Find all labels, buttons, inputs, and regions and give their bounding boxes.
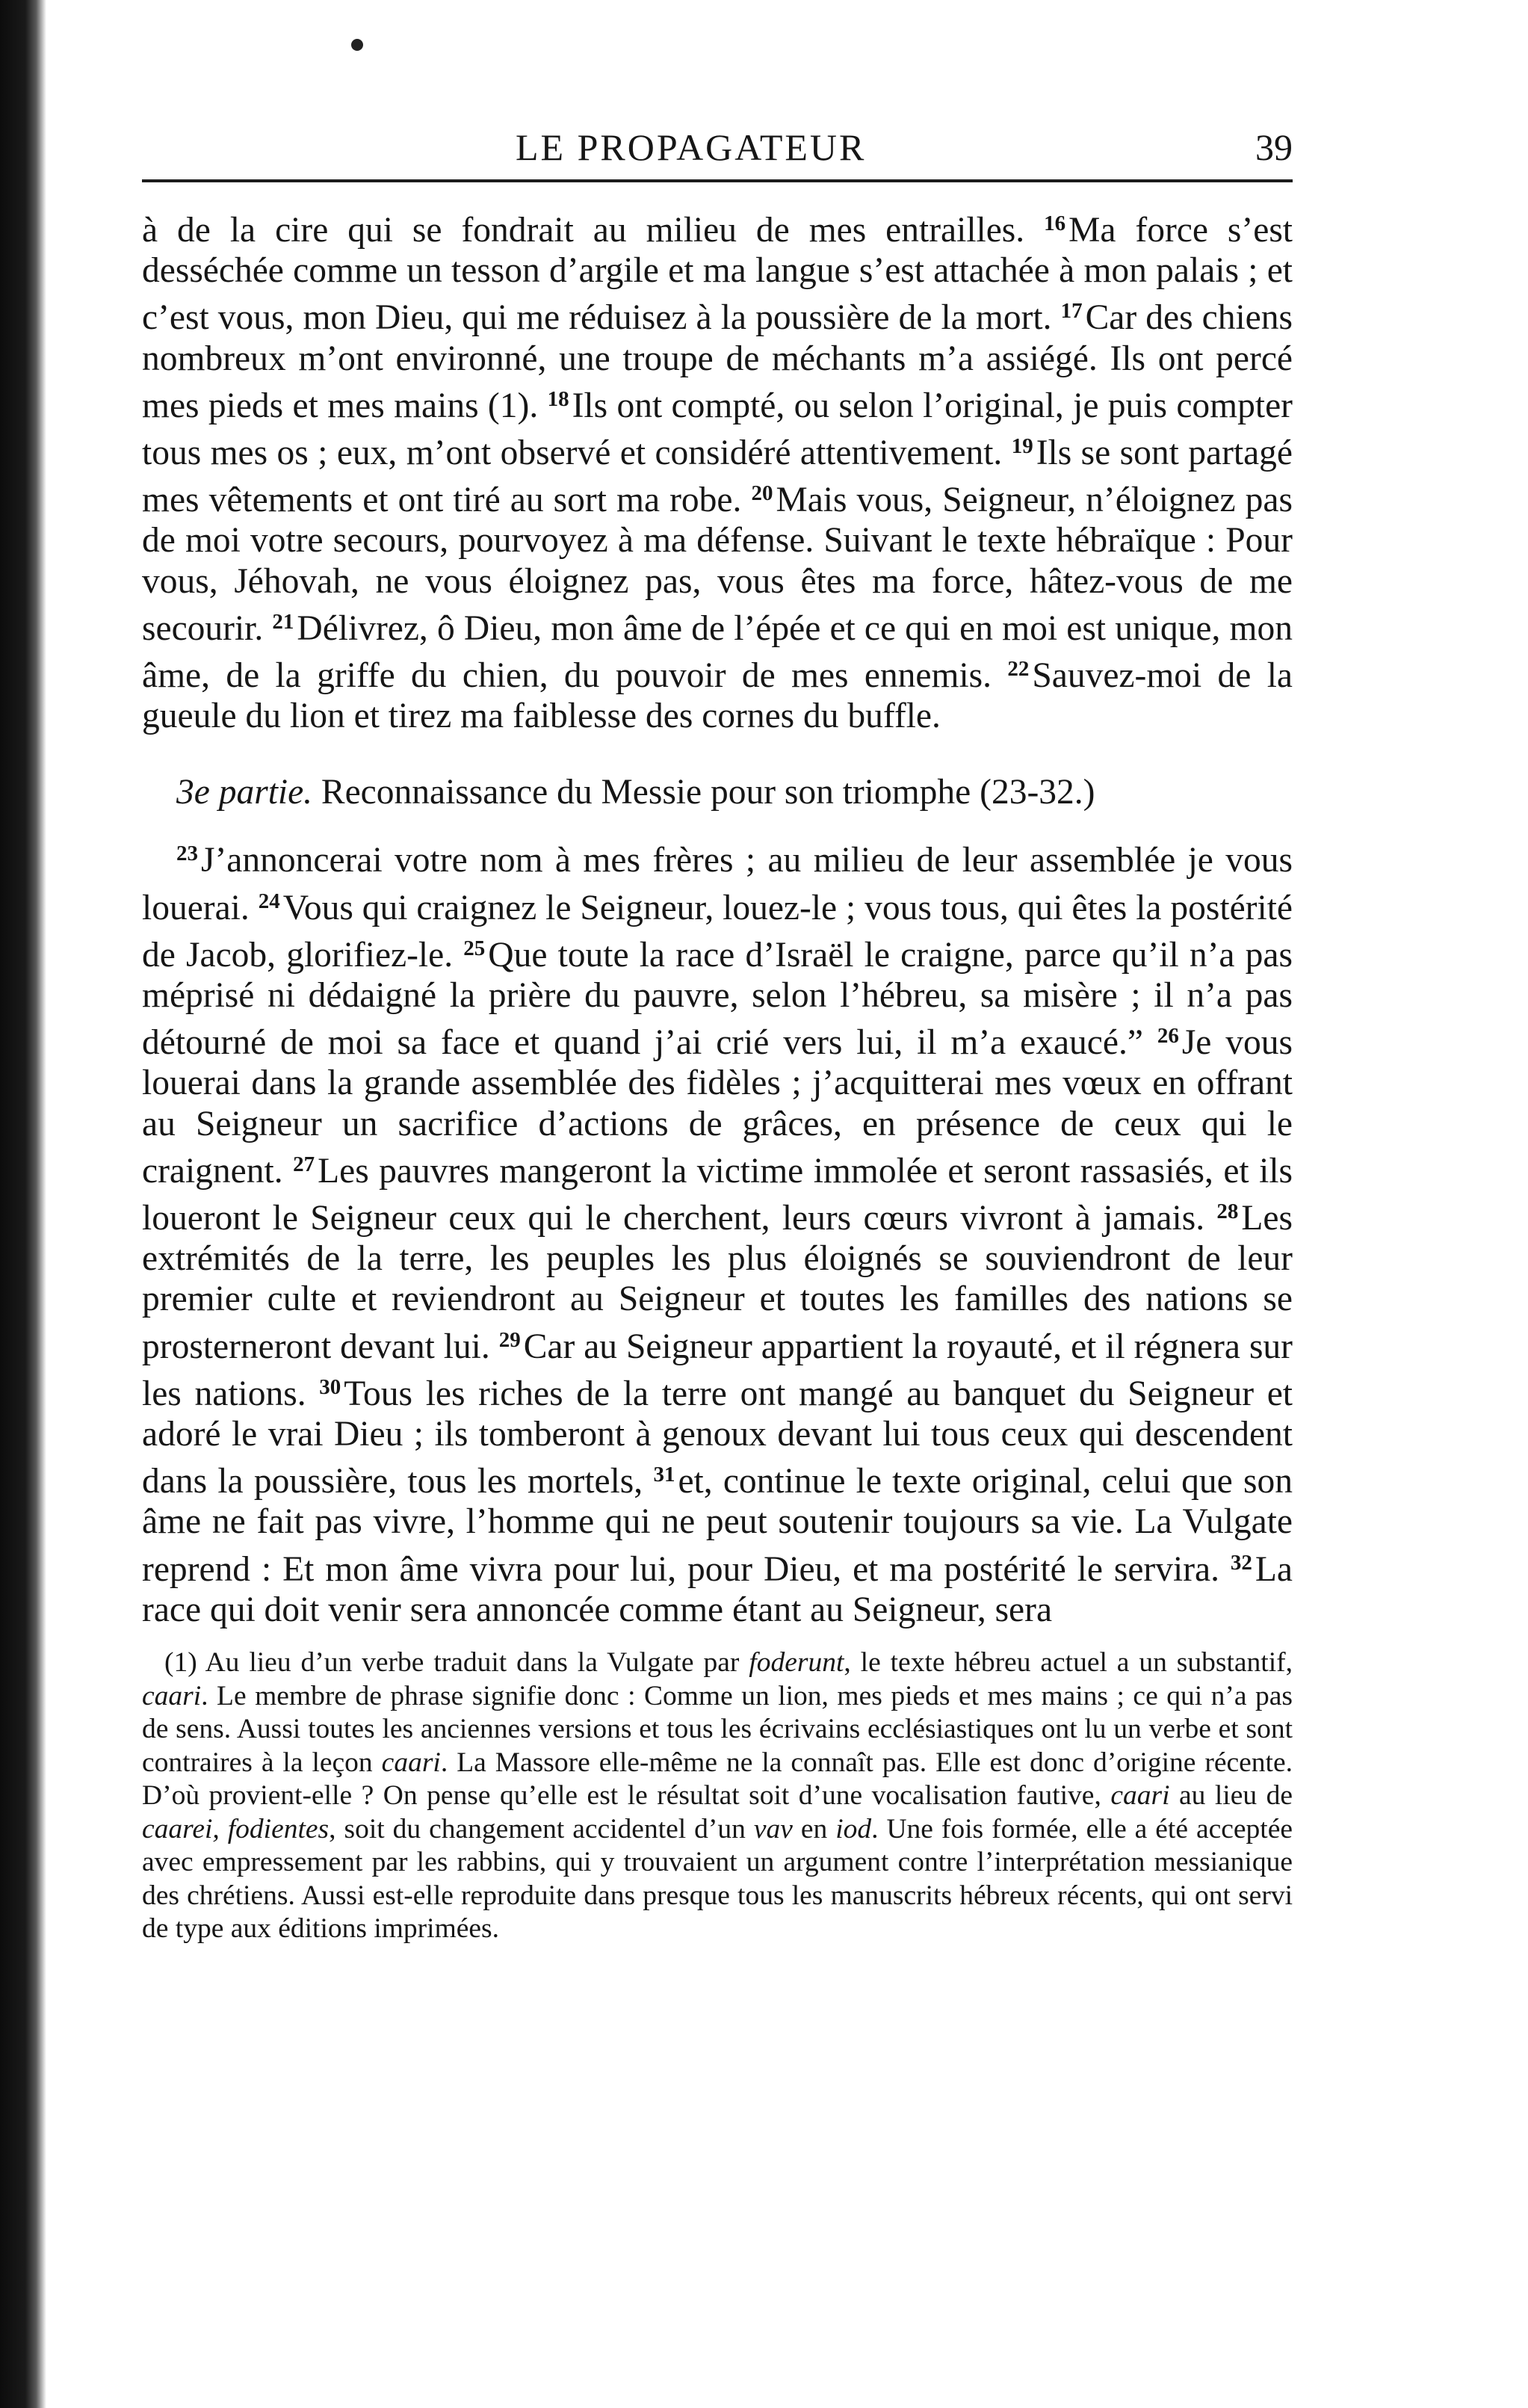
verse-number: 30 <box>319 1374 341 1399</box>
verse-number: 20 <box>751 481 773 506</box>
footnote <box>142 1646 1293 1946</box>
verse-number: 25 <box>463 936 486 960</box>
footnote-italic-term: caari <box>1110 1780 1170 1812</box>
footnote-text: . Le membre de phrase signifie donc : Comme un lion, mes pieds et mes mains ; ce qui n’a pas de sens. Aussi toutes les anciennes versions et tous les écrivains ecclésiastiques ont lu un verbe et sont contraires à la leçon <box>142 1680 1293 1778</box>
verse-text: Sauvez-moi de la gueule du lion et tirez ma faiblesse des cornes du buffle. <box>142 656 1293 736</box>
footnote-text: . Une fois formée, elle a été acceptée avec empressement par les rabbins, qui y trouvaient un argument contre l’interprétation messianique des chrétiens. Aussi est-elle reproduite dans presque tous les manuscrits hébreux récents, qui ont servi de type aux éditions imprimées. <box>142 1813 1293 1945</box>
verse-text: Que toute la race d’Israël le craigne, parce qu’il n’a pas méprisé ni dédaigné la prière du pauvre, selon l’hébreu, sa misère ; il n’a pas détourné de moi sa face et quand j’ai crié vers lui, il m’a exaucé.” <box>142 935 1293 1063</box>
page-number: 39 <box>1255 126 1293 168</box>
scan-binding-edge <box>0 0 46 2408</box>
book-page <box>142 112 1293 1946</box>
page-header <box>142 112 1293 172</box>
verse-text: Tous les riches de la terre ont mangé au banquet du Seigneur et adoré le vrai Dieu ; ils tomberont à genoux devant lui tous ceux qui descendent dans la poussière, tous les mortels, <box>142 1374 1293 1501</box>
header-rule <box>142 179 1293 182</box>
footnote-text: , soit du changement accidentel d’un <box>329 1813 754 1844</box>
section-part-label: 3e partie. <box>176 773 313 812</box>
footnote-text: , le texte hébreu actuel a un substantif, <box>844 1647 1293 1679</box>
verse-text: Vous qui craignez le Seigneur, louez-le ; vous tous, qui êtes la postérité de Jacob, glorifiez-le. <box>142 888 1293 975</box>
footnote-italic-term: foderunt <box>749 1647 844 1679</box>
footnote-text: en <box>792 1813 836 1844</box>
verse-text: à de la cire qui se fondrait au milieu de mes entrailles. <box>142 211 1045 250</box>
section-heading <box>142 772 1293 812</box>
verse-number: 27 <box>293 1152 315 1176</box>
verse-number: 32 <box>1230 1550 1252 1575</box>
verse-number: 26 <box>1157 1024 1179 1049</box>
verse-number: 22 <box>1007 657 1030 682</box>
verse-number: 29 <box>498 1327 521 1352</box>
verse-number: 28 <box>1216 1200 1239 1224</box>
verse-text: Les extrémités de la terre, les peuples les plus éloignés se souviendront de leur premier culte et reviendront au Seigneur et toutes les familles des nations se prosterneront devant lui. <box>142 1199 1293 1366</box>
verse-text: Ma force s’est desséchée comme un tesson d’argile et ma langue s’est attachée à mon palais ; et c’est vous, mon Dieu, qui me réduisez à la poussière de la mort. <box>142 211 1293 338</box>
section-title: Reconnaissance du Messie pour son triomphe (23-32.) <box>321 773 1095 812</box>
footnote-text: au lieu de <box>1169 1780 1293 1812</box>
verse-text: Je vous louerai dans la grande assemblée des fidèles ; j’acquitterai mes vœux en offrant au Seigneur un sacrifice d’actions de grâces, en présence de ceux qui le craignent. <box>142 1023 1293 1191</box>
paragraph-verses-16-22 <box>142 203 1293 736</box>
footnote-italic-term: caarei, fodientes <box>142 1813 330 1844</box>
verse-text: La race qui doit venir sera annoncée comme étant au Seigneur, sera <box>142 1549 1293 1629</box>
verse-number: 19 <box>1011 434 1033 459</box>
verse-text: Ils ont compté, ou selon l’original, je puis compter tous mes os ; eux, m’ont observé et considéré attentivement. <box>142 386 1293 473</box>
footnote-italic-term: caari <box>381 1747 441 1778</box>
verse-number: 17 <box>1060 299 1083 324</box>
verse-number: 16 <box>1044 212 1066 235</box>
footnote-italic-term: iod <box>835 1813 872 1844</box>
verse-text: Mais vous, Seigneur, n’éloignez pas de moi votre secours, pourvoyez à ma défense. Suivant le texte hébraïque : Pour vous, Jéhovah, ne vous éloignez pas, vous êtes ma force, hâtez-vous de me secourir. <box>142 481 1293 648</box>
paragraph-verses-23-32 <box>142 833 1293 1630</box>
ink-speck <box>351 39 363 51</box>
verse-text: Ils se sont partagé mes vêtements et ont tiré au sort ma robe. <box>142 433 1293 520</box>
verse-number: 24 <box>258 889 280 913</box>
verse-text: Car au Seigneur appartient la royauté, et il régnera sur les nations. <box>142 1327 1293 1413</box>
footnote-italic-term: caari <box>142 1680 202 1711</box>
verse-number: 23 <box>176 842 198 866</box>
verse-text: J’annoncerai votre nom à mes frères ; au milieu de leur assemblée je vous louerai. <box>142 841 1293 927</box>
verse-text: et, continue le texte original, celui que son âme ne fait pas vivre, l’homme qui ne peut soutenir toujours sa vie. La Vulgate reprend : Et mon âme vivra pour lui, pour Dieu, et ma postérité le servira. <box>142 1462 1293 1589</box>
footnote-marker: (1) <box>164 1647 197 1679</box>
verse-number: 18 <box>547 386 569 411</box>
verse-text: Car des chiens nombreux m’ont environné, une troupe de méchants m’a assiégé. Ils ont percé mes pieds et mes mains (1). <box>142 298 1293 425</box>
footnote-italic-term: vav <box>753 1813 793 1844</box>
verse-text: Les pauvres mangeront la victime immolée et seront rassasiés, et ils loueront le Seigneur ceux qui le cherchent, leurs cœurs vivront à jamais. <box>142 1151 1293 1238</box>
running-head: LE PROPAGATEUR <box>516 126 867 168</box>
footnote-text: . La Massore elle-même ne la connaît pas. Elle est donc d’origine récente. D’où provient-elle ? On pense qu’elle est le résultat soit d’une vocalisation fautive, <box>142 1747 1293 1812</box>
verse-text: Délivrez, ô Dieu, mon âme de l’épée et ce qui en moi est unique, mon âme, de la griffe du chien, du pouvoir de mes ennemis. <box>142 608 1293 696</box>
verse-number: 21 <box>272 609 294 634</box>
footnote-text: Au lieu d’un verbe traduit dans la Vulgate par <box>205 1647 749 1679</box>
verse-number: 31 <box>653 1463 675 1487</box>
